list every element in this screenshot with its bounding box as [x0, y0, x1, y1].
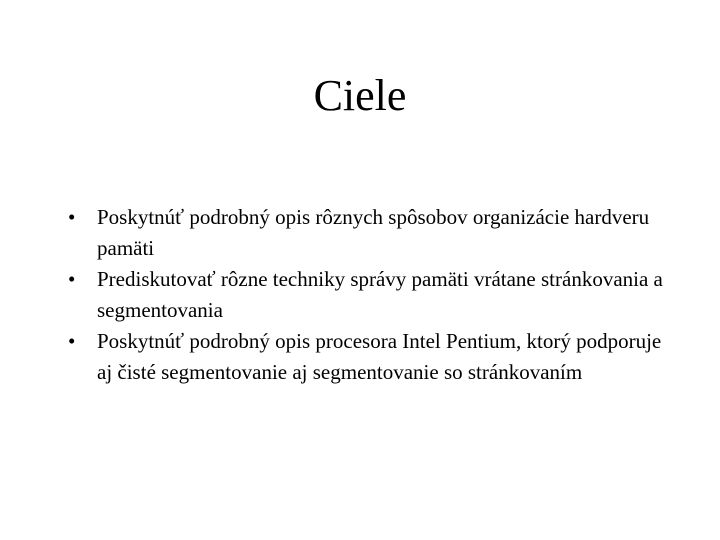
bullet-text: Poskytnúť podrobný opis procesora Intel Pentium, ktorý podporuje aj čisté segmentovanie aj segmentovanie so stránkovaním: [97, 329, 662, 384]
bullet-icon: •: [68, 329, 76, 353]
bullet-icon: •: [68, 205, 76, 229]
bullet-text: Poskytnúť podrobný opis rôznych spôsobov organizácie hardveru pamäti: [97, 205, 650, 260]
slide-title: Ciele: [313, 71, 407, 120]
bullet-item: [68, 264, 668, 326]
bullet-text: Prediskutovať rôzne techniky správy pamäti vrátane stránkovania a segmentovania: [97, 267, 663, 322]
bullet-item: [68, 326, 668, 388]
bullet-icon: •: [68, 267, 76, 291]
bullet-list: [68, 202, 668, 388]
bullet-item: [68, 202, 668, 264]
